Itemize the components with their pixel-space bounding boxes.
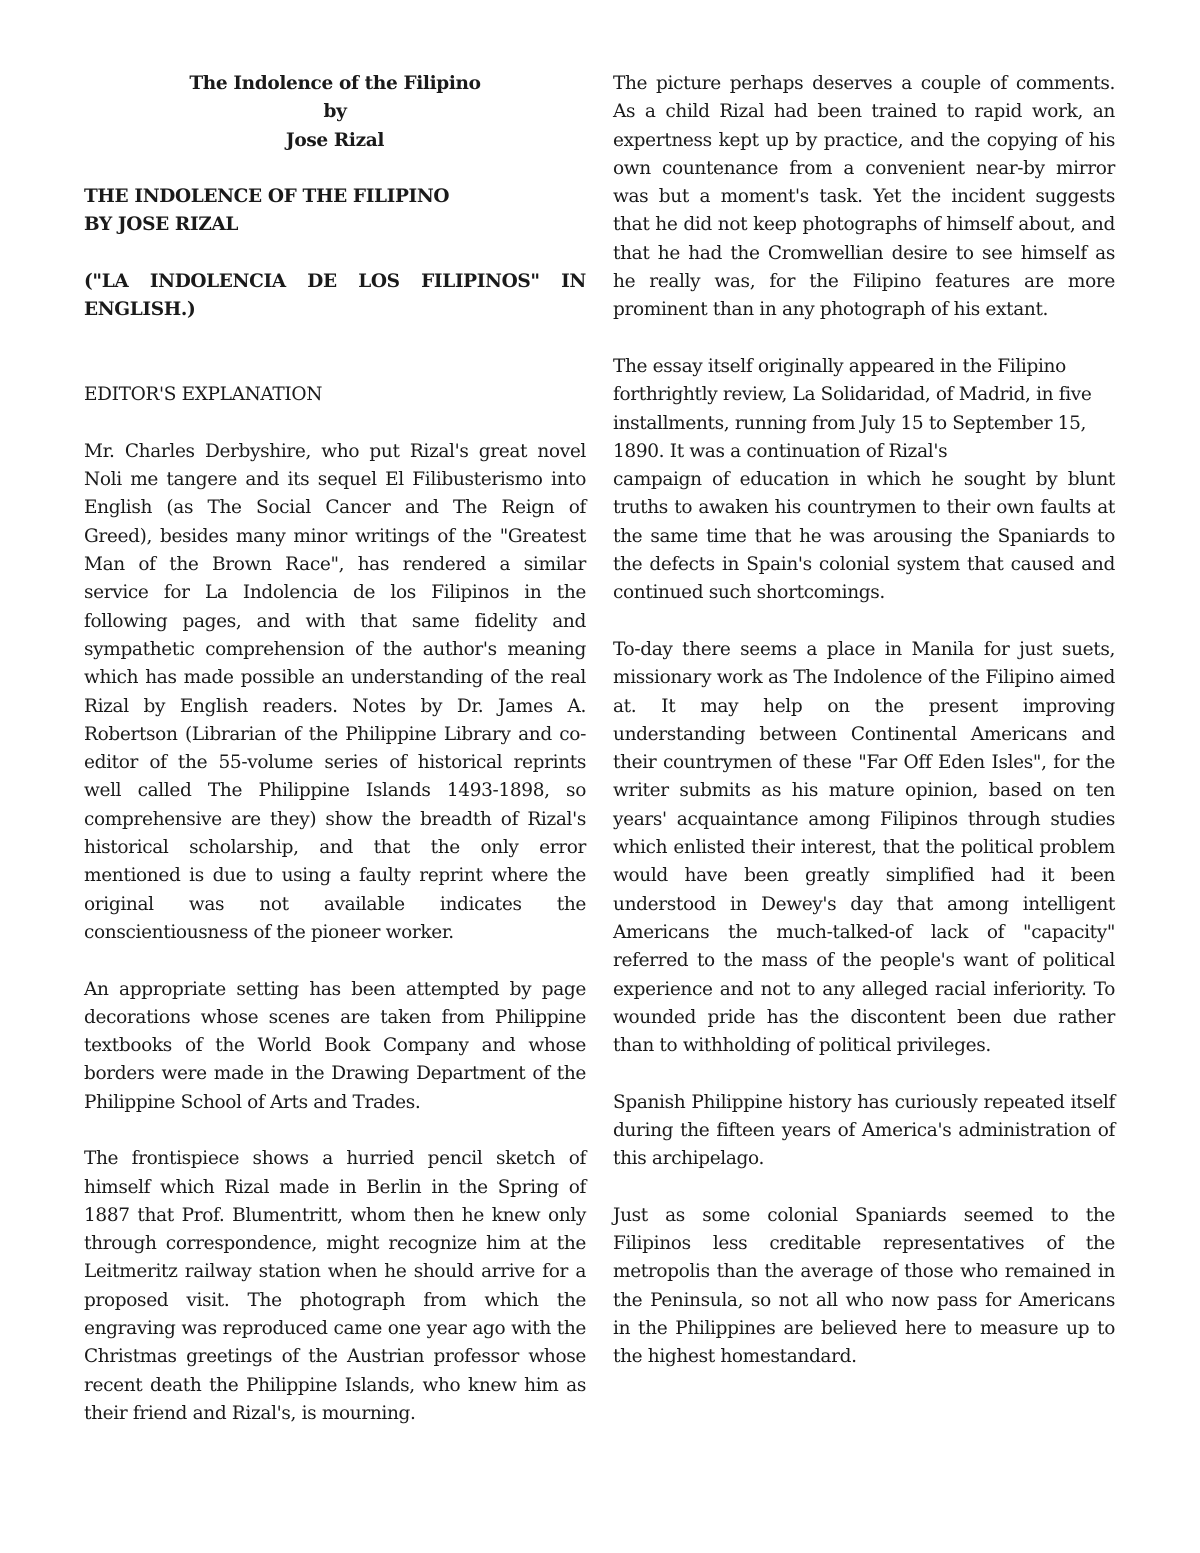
spacer (613, 325, 1115, 353)
section-label: EDITOR'S EXPLANATION (84, 384, 323, 406)
title-author-line: Jose Rizal (285, 129, 385, 151)
paragraph-today-manila: To-day there seems a place in Manila for just suets, missionary work as The Indolence of the Filipino aimed at. It may help on the present improving understanding between Continental Americans and their countrymen of these "Far Off Eden Isles", for the writer submits as his mature opinion, based on ten years' acquaintance among Filipinos through studies which enlisted their interest, that the political problem would have been greatly simplified had it been understood in Dewey's day that among intelligent Americans the much-talked-of lack of "capacity" referred to the mass of the people's want of political experience and not to any alleged racial inferiority. To wounded pride has the discontent been due rather than to withholding of political privileges. (613, 638, 1115, 1057)
paragraph-essay-origin-continued: campaign of education in which he sought by blunt truths to awaken his countrymen to their own faults at the same time that he was arousing the Spaniards to the defects in Spain's colonial system that caused and continued such shortcomings. (613, 469, 1115, 604)
heading-line-1: THE INDOLENCE OF THE FILIPINO (84, 186, 450, 208)
spacer (84, 240, 586, 268)
document-title (84, 70, 586, 155)
title-line: The Indolence of the Filipino (189, 73, 481, 94)
paragraph-history-repeated: Spanish Philippine history has curiously repeated itself during the fifteen years of America's administration of this archipelago. (613, 1091, 1115, 1170)
title-by-line: by (323, 101, 347, 123)
paragraph-picture-comments: The picture perhaps deserves a couple of comments. As a child Rizal had been trained to rapid work, an expertness kept up by practice, and the copying of his own countenance from a convenient near-by mirror was but a moment's task. Yet the incident suggests that he did not keep photographs of himself about, and that he had the Cromwellian desire to see himself as he really was, for the Filipino features are more prominent than in any photograph of his extant. (613, 73, 1115, 321)
spacer (613, 1060, 1115, 1088)
spacer (613, 1174, 1115, 1202)
spacer (613, 608, 1115, 636)
right-column (613, 70, 1115, 1372)
paragraph-editors-explanation: Mr. Charles Derbyshire, who put Rizal's great novel Noli me tangere and its sequel El Filibusterismo into English (as The Social Cancer and The Reign of Greed), besides many minor writings of the "Greatest Man of the Brown Race", has rendered a similar service for La Indolencia de los Filipinos in the following pages, and with that same fidelity and sympathetic comprehension of the author's meaning which has made possible an understanding of the real Rizal by English readers. Notes by Dr. James A. Robertson (Librarian of the Philippine Library and co-editor of the 55-volume series of historical reprints well called The Philippine Islands 1493-1898, so comprehensive are they) show the breadth of Rizal's historical scholarship, and that the only error mentioned is due to using a faulty reprint where the original was not available indicates the conscientiousness of the pioneer worker. (84, 440, 586, 943)
spacer (84, 325, 586, 353)
paragraph-page-decorations: An appropriate setting has been attempted by page decorations whose scenes are taken from Philippine textbooks of the World Book Company and whose borders were made in the Drawing Department of the Philippine School of Arts and Trades. (84, 978, 586, 1113)
paragraph-frontispiece: The frontispiece shows a hurried pencil sketch of himself which Rizal made in Berlin in the Spring of 1887 that Prof. Blumentritt, whom then he knew only through correspondence, might recognize him at the Leitmeritz railway station when he should arrive for a proposed visit. The photograph from which the engraving was reproduced came one year ago with the Christmas greetings of the Austrian professor whose recent death the Philippine Islands, who knew him as their friend and Rizal's, is mourning. (84, 1148, 586, 1424)
heading-line-2: BY JOSE RIZAL (84, 214, 239, 236)
subheading: ("LA INDOLENCIA DE LOS FILIPINOS" IN ENGLISH.) (84, 271, 586, 321)
spacer (84, 155, 586, 183)
left-column (84, 70, 586, 1428)
paragraph-essay-origin-start: The essay itself originally appeared in the Filipino forthrightly review, La Solidaridad, of Madrid, in five installments, running from July 15 to September 15, 1890. It was a continuation of Rizal's (613, 355, 1092, 462)
paragraph-colonial-spaniards: Just as some colonial Spaniards seemed to the Filipinos less creditable representatives of the metropolis than the average of those who remained in the Peninsula, so not all who now pass for Americans in the Philippines are believed here to measure up to the highest homestandard. (613, 1204, 1115, 1368)
spacer (84, 947, 586, 975)
spacer (84, 410, 586, 438)
spacer (84, 353, 586, 381)
spacer (84, 1117, 586, 1145)
